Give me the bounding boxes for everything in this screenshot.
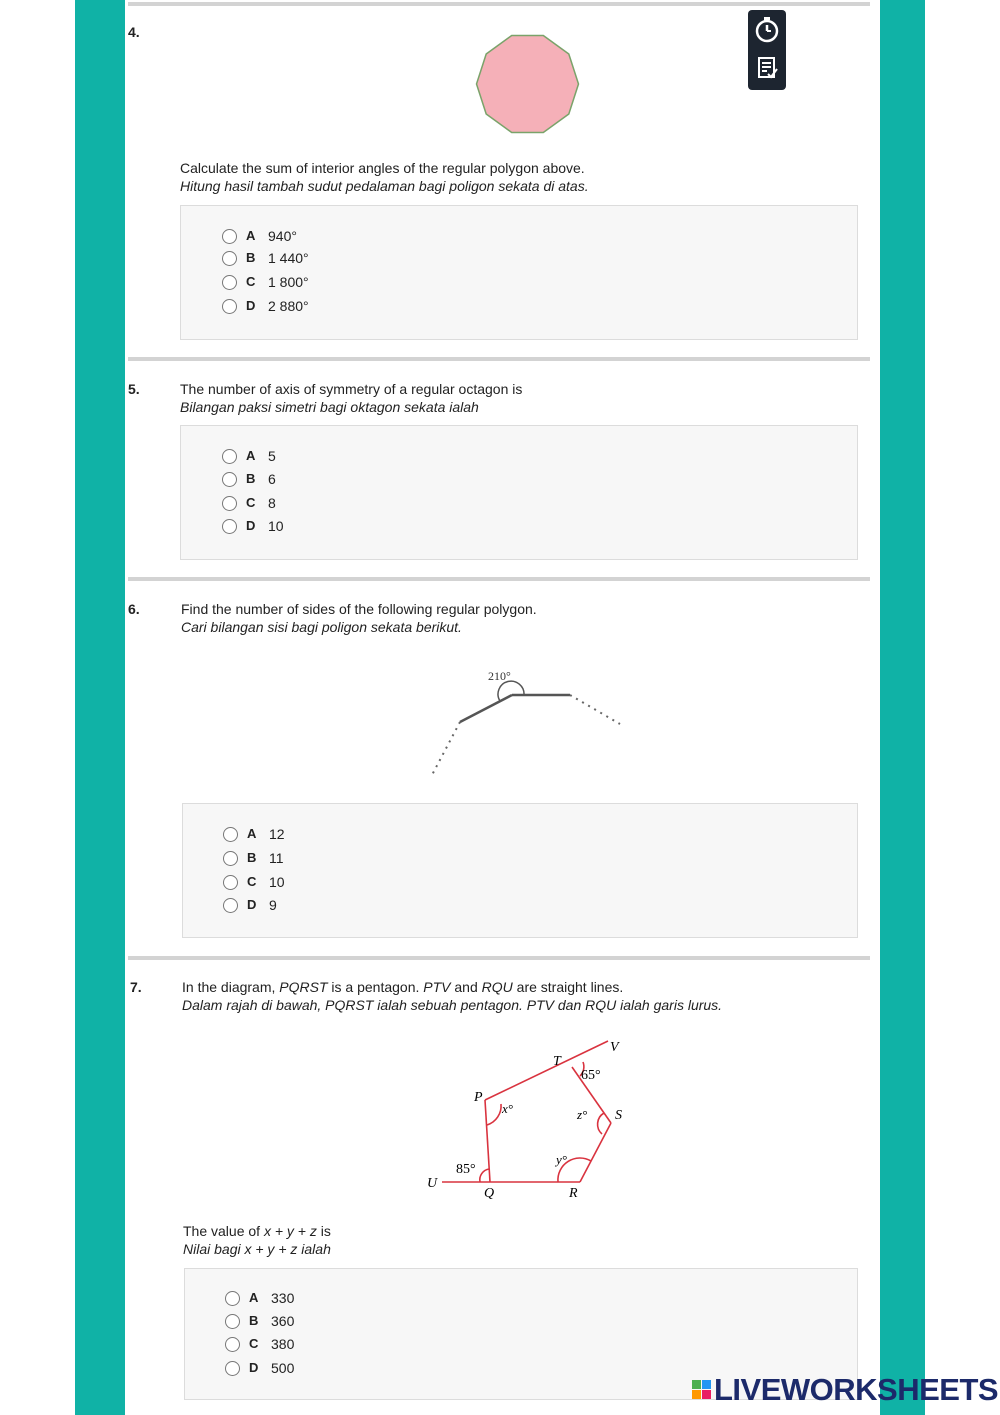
question-text-ms: Hitung hasil tambah sudut pedalaman bagi poligon sekata di atas. [180, 178, 589, 194]
option-letter: B [246, 250, 256, 265]
radio-button[interactable] [222, 299, 237, 314]
option-value: 12 [269, 826, 285, 842]
radio-button[interactable] [222, 496, 237, 511]
left-teal-margin [75, 0, 125, 1415]
decagon-shape [477, 36, 579, 133]
radio-button[interactable] [222, 251, 237, 266]
option-b[interactable] [223, 849, 284, 867]
option-c[interactable] [222, 273, 309, 291]
question-text-en: Find the number of sides of the following regular polygon. [181, 601, 537, 617]
angle-z-label: z° [577, 1107, 588, 1122]
option-value: 11 [269, 850, 284, 866]
option-value: 1 440° [268, 250, 309, 266]
option-letter: D [246, 518, 256, 533]
check-answers-icon [752, 52, 782, 84]
question-number: 5. [128, 381, 140, 397]
option-value: 2 880° [268, 298, 309, 314]
option-value: 8 [268, 495, 276, 511]
option-letter: C [246, 274, 256, 289]
option-d[interactable] [223, 896, 277, 914]
option-letter: D [247, 897, 257, 912]
option-letter: D [246, 298, 256, 313]
option-letter: A [246, 228, 256, 243]
radio-button[interactable] [223, 898, 238, 913]
timer-icon [752, 14, 782, 46]
option-b[interactable] [222, 249, 309, 267]
radio-button[interactable] [222, 275, 237, 290]
option-value: 10 [269, 874, 285, 890]
radio-button[interactable] [225, 1337, 240, 1352]
option-c[interactable] [223, 873, 285, 891]
option-letter: B [246, 471, 256, 486]
exterior-angle-figure [420, 660, 640, 780]
option-c[interactable] [225, 1335, 294, 1353]
option-letter: C [247, 874, 257, 889]
radio-button[interactable] [222, 519, 237, 534]
radio-button[interactable] [225, 1291, 240, 1306]
decagon-figure [470, 30, 585, 138]
option-letter: B [247, 850, 257, 865]
right-teal-margin [880, 0, 925, 1415]
arc-x [487, 1104, 501, 1125]
option-value: 9 [269, 897, 277, 913]
section-divider [128, 2, 870, 6]
question-text [182, 978, 722, 1014]
option-value: 500 [271, 1360, 295, 1376]
label-u: U [427, 1176, 438, 1191]
worksheet-toolbar [748, 10, 786, 90]
question-text [180, 159, 589, 195]
arc-z [598, 1113, 604, 1134]
radio-button[interactable] [222, 449, 237, 464]
question-number: 6. [128, 601, 140, 617]
label-v: V [610, 1040, 619, 1055]
option-value: 380 [271, 1336, 295, 1352]
angle-q-label: 85° [456, 1162, 476, 1177]
question-number: 4. [128, 24, 140, 40]
question-text-en: The number of axis of symmetry of a regular octagon is [180, 381, 523, 397]
sub-question-text [183, 1222, 331, 1258]
option-b[interactable] [222, 470, 276, 488]
option-b[interactable] [225, 1312, 294, 1330]
section-divider [128, 357, 870, 361]
option-a[interactable] [223, 825, 285, 843]
option-value: 10 [268, 518, 284, 534]
label-q: Q [484, 1186, 495, 1201]
label-s: S [615, 1108, 622, 1123]
label-p: P [474, 1090, 483, 1105]
check-answers-button[interactable] [752, 52, 782, 84]
question-text-ms: Bilangan paksi simetri bagi oktagon sekata ialah [180, 399, 479, 415]
sub-question-en: The value of x + y + z is [183, 1223, 331, 1239]
option-a[interactable] [222, 447, 276, 465]
options-box [182, 803, 858, 938]
section-divider [128, 956, 870, 960]
question-text [180, 380, 522, 416]
option-letter: A [249, 1290, 259, 1305]
option-value: 330 [271, 1290, 295, 1306]
radio-button[interactable] [222, 229, 237, 244]
option-value: 1 800° [268, 274, 309, 290]
option-a[interactable] [225, 1289, 294, 1307]
radio-button[interactable] [223, 827, 238, 842]
arc-q [480, 1169, 489, 1182]
option-value: 360 [271, 1313, 295, 1329]
radio-button[interactable] [225, 1361, 240, 1376]
option-d[interactable] [222, 297, 309, 315]
option-value: 5 [268, 448, 276, 464]
liveworksheets-logo[interactable] [692, 1372, 998, 1408]
option-d[interactable] [225, 1359, 294, 1377]
section-divider [128, 577, 870, 581]
question-text [181, 600, 537, 636]
angle-t-label: 65° [581, 1068, 601, 1083]
option-a[interactable] [222, 227, 297, 245]
question-text-ms: Dalam rajah di bawah, PQRST ialah sebuah pentagon. PTV dan RQU ialah garis lurus. [182, 997, 723, 1013]
radio-button[interactable] [223, 875, 238, 890]
question-number: 7. [130, 979, 142, 995]
timer-button[interactable] [752, 14, 782, 46]
label-t: T [553, 1054, 561, 1069]
option-letter: A [246, 448, 256, 463]
option-value: 940° [268, 228, 297, 244]
angle-x-label: x° [502, 1101, 513, 1116]
option-letter: D [249, 1360, 259, 1375]
option-value: 6 [268, 471, 276, 487]
sub-question-ms: Nilai bagi x + y + z ialah [183, 1241, 331, 1257]
question-text-en: Calculate the sum of interior angles of the regular polygon above. [180, 160, 585, 176]
radio-button[interactable] [223, 851, 238, 866]
option-letter: A [247, 826, 257, 841]
angle-label: 210° [488, 669, 511, 683]
option-c[interactable] [222, 494, 276, 512]
option-letter: C [246, 495, 256, 510]
options-box [180, 425, 858, 560]
pentagon-diagram [420, 1030, 640, 1205]
brand-name: LIVEWORKSHEETS [714, 1372, 999, 1407]
angle-y-label: y° [556, 1152, 567, 1167]
label-r: R [569, 1186, 578, 1201]
option-letter: C [249, 1336, 259, 1351]
question-text-ms: Cari bilangan sisi bagi poligon sekata berikut. [181, 619, 462, 635]
radio-button[interactable] [225, 1314, 240, 1329]
option-letter: B [249, 1313, 259, 1328]
option-d[interactable] [222, 517, 284, 535]
side-rs [580, 1123, 611, 1182]
radio-button[interactable] [222, 472, 237, 487]
liveworksheets-icon [692, 1380, 712, 1400]
question-text-en: In the diagram, PQRST is a pentagon. PTV and RQU are straight lines. [182, 979, 624, 995]
